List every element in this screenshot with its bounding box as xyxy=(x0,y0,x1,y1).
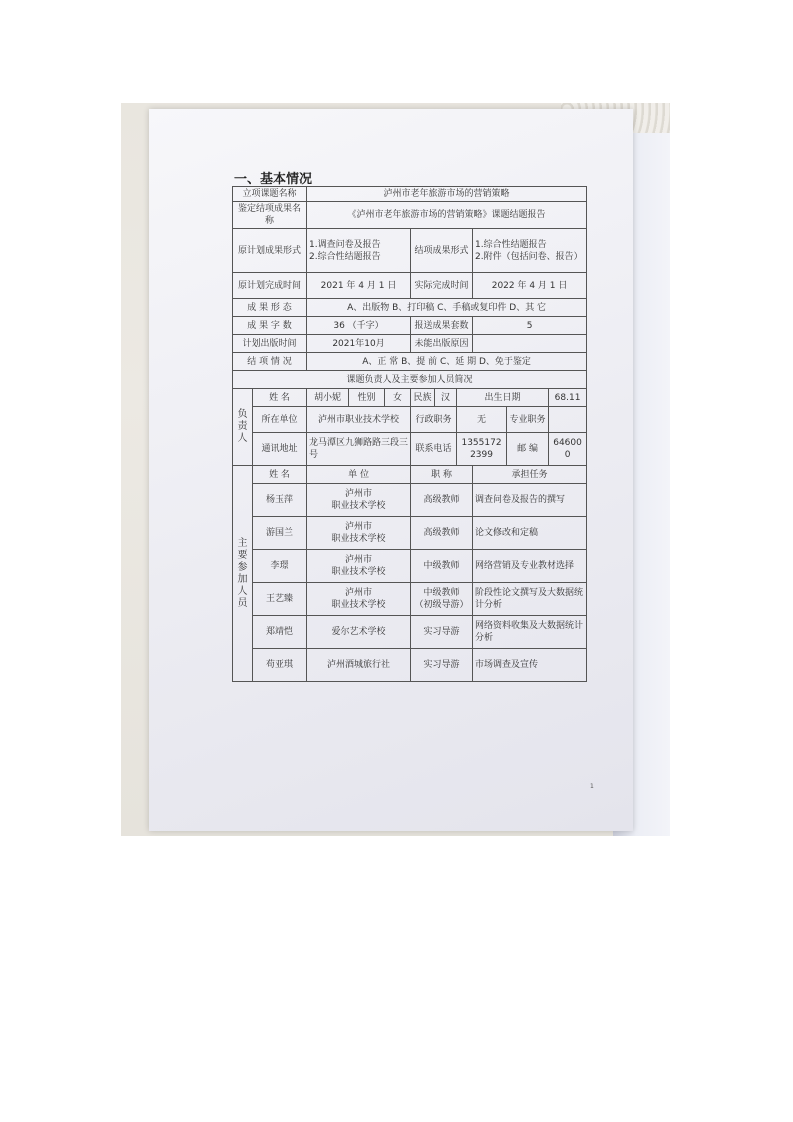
no-publish-value xyxy=(473,335,587,353)
leader-birth-label: 出生日期 xyxy=(457,389,549,407)
participant-title: 中级教师 xyxy=(411,550,473,583)
word-count-value: 36 （千字） xyxy=(307,317,411,335)
participant-unit: 泸州市 职业技术学校 xyxy=(307,484,411,517)
participant-name-header: 姓 名 xyxy=(253,466,307,484)
project-name-value: 泸州市老年旅游市场的营销策略 xyxy=(307,187,587,202)
publish-time-label: 计划出版时间 xyxy=(233,335,307,353)
participant-task: 论文修改和定稿 xyxy=(473,517,587,550)
participant-task: 阶段性论文撰写及大数据统计分析 xyxy=(473,583,587,616)
sets-label: 报送成果套数 xyxy=(411,317,473,335)
leader-unit: 泸州市职业技术学校 xyxy=(307,407,411,433)
result-type-value: A、出版物 B、打印稿 C、手稿或复印件 D、其 它 xyxy=(307,299,587,317)
participant-unit-header: 单 位 xyxy=(307,466,411,484)
result-name-label: 鉴定结项成果名称 xyxy=(233,202,307,229)
participant-title: 高级教师 xyxy=(411,484,473,517)
participant-row xyxy=(233,550,587,583)
page-number: 1 xyxy=(590,783,594,790)
participant-row xyxy=(233,484,587,517)
row-result-type xyxy=(233,299,587,317)
participant-task: 调查问卷及报告的撰写 xyxy=(473,484,587,517)
participant-row xyxy=(233,649,587,682)
participant-name: 李璟 xyxy=(253,550,307,583)
participant-task: 市场调查及宣传 xyxy=(473,649,587,682)
participant-name: 王艺臻 xyxy=(253,583,307,616)
participant-unit: 泸州市 职业技术学校 xyxy=(307,583,411,616)
leader-name-label: 姓 名 xyxy=(253,389,307,407)
leader-ethnicity-label: 民族 xyxy=(411,389,435,407)
participant-row xyxy=(233,616,587,649)
members-heading: 课题负责人及主要参加人员简况 xyxy=(233,371,587,389)
participant-unit: 泸州市 职业技术学校 xyxy=(307,517,411,550)
leader-phone: 13551722399 xyxy=(457,433,507,466)
row-result-name xyxy=(233,202,587,229)
participant-row xyxy=(233,517,587,550)
actual-time-value: 2022 年 4 月 1 日 xyxy=(473,273,587,299)
participant-name: 游国兰 xyxy=(253,517,307,550)
basic-info-form xyxy=(232,186,587,682)
row-members-heading xyxy=(233,371,587,389)
leader-group-label: 负 责 人 xyxy=(233,389,253,466)
participant-task: 网络资料收集及大数据统计分析 xyxy=(473,616,587,649)
row-completion-status xyxy=(233,353,587,371)
project-name-label: 立项课题名称 xyxy=(233,187,307,202)
participant-title: 实习导游 xyxy=(411,616,473,649)
row-project-name xyxy=(233,187,587,202)
row-leader-unit xyxy=(233,407,587,433)
final-form-label: 结项成果形式 xyxy=(411,229,473,273)
row-leader-name xyxy=(233,389,587,407)
leader-address: 龙马潭区九狮路路三段三号 xyxy=(307,433,411,466)
participant-name: 杨玉萍 xyxy=(253,484,307,517)
leader-name: 胡小妮 xyxy=(307,389,349,407)
row-leader-address xyxy=(233,433,587,466)
row-word-count xyxy=(233,317,587,335)
row-publish-time xyxy=(233,335,587,353)
sets-value: 5 xyxy=(473,317,587,335)
row-participants-header xyxy=(233,466,587,484)
actual-time-label: 实际完成时间 xyxy=(411,273,473,299)
planned-time-label: 原计划完成时间 xyxy=(233,273,307,299)
row-completion-time xyxy=(233,273,587,299)
participant-name: 苟亚琪 xyxy=(253,649,307,682)
result-type-label: 成 果 形 态 xyxy=(233,299,307,317)
leader-ethnicity: 汉 xyxy=(435,389,457,407)
leader-address-label: 通讯地址 xyxy=(253,433,307,466)
planned-form-label: 原计划成果形式 xyxy=(233,229,307,273)
completion-label: 结 项 情 况 xyxy=(233,353,307,371)
section-title: 一、基本情况 xyxy=(234,172,313,187)
leader-postcode: 646000 xyxy=(549,433,587,466)
leader-admin-post-label: 行政职务 xyxy=(411,407,457,433)
row-result-forms xyxy=(233,229,587,273)
completion-value: A、正 常 B、提 前 C、延 期 D、免于鉴定 xyxy=(307,353,587,371)
participant-title: 高级教师 xyxy=(411,517,473,550)
participant-task-header: 承担任务 xyxy=(473,466,587,484)
participant-title-header: 职 称 xyxy=(411,466,473,484)
participant-title: 中级教师 （初级导游） xyxy=(411,583,473,616)
participant-row xyxy=(233,583,587,616)
result-name-value: 《泸州市老年旅游市场的营销策略》课题结题报告 xyxy=(307,202,587,229)
leader-postcode-label: 邮 编 xyxy=(507,433,549,466)
participant-name: 郑靖恺 xyxy=(253,616,307,649)
participant-unit: 爱尔艺术学校 xyxy=(307,616,411,649)
participants-group-label: 主 要 参 加 人 员 xyxy=(233,466,253,682)
leader-prof-post xyxy=(549,407,587,433)
word-count-label: 成 果 字 数 xyxy=(233,317,307,335)
planned-time-value: 2021 年 4 月 1 日 xyxy=(307,273,411,299)
leader-gender: 女 xyxy=(385,389,411,407)
leader-prof-post-label: 专业职务 xyxy=(507,407,549,433)
participant-title: 实习导游 xyxy=(411,649,473,682)
final-form-value: 1.综合性结题报告 2.附件（包括问卷、报告） xyxy=(473,229,587,273)
leader-admin-post: 无 xyxy=(457,407,507,433)
participant-unit: 泸州市 职业技术学校 xyxy=(307,550,411,583)
no-publish-label: 未能出版原因 xyxy=(411,335,473,353)
participant-unit: 泸州酒城旅行社 xyxy=(307,649,411,682)
leader-unit-label: 所在单位 xyxy=(253,407,307,433)
leader-phone-label: 联系电话 xyxy=(411,433,457,466)
participant-task: 网络营销及专业教材选择 xyxy=(473,550,587,583)
publish-time-value: 2021年10月 xyxy=(307,335,411,353)
leader-birth: 68.11 xyxy=(549,389,587,407)
planned-form-value: 1.调查问卷及报告 2.综合性结题报告 xyxy=(307,229,411,273)
leader-gender-label: 性别 xyxy=(349,389,385,407)
